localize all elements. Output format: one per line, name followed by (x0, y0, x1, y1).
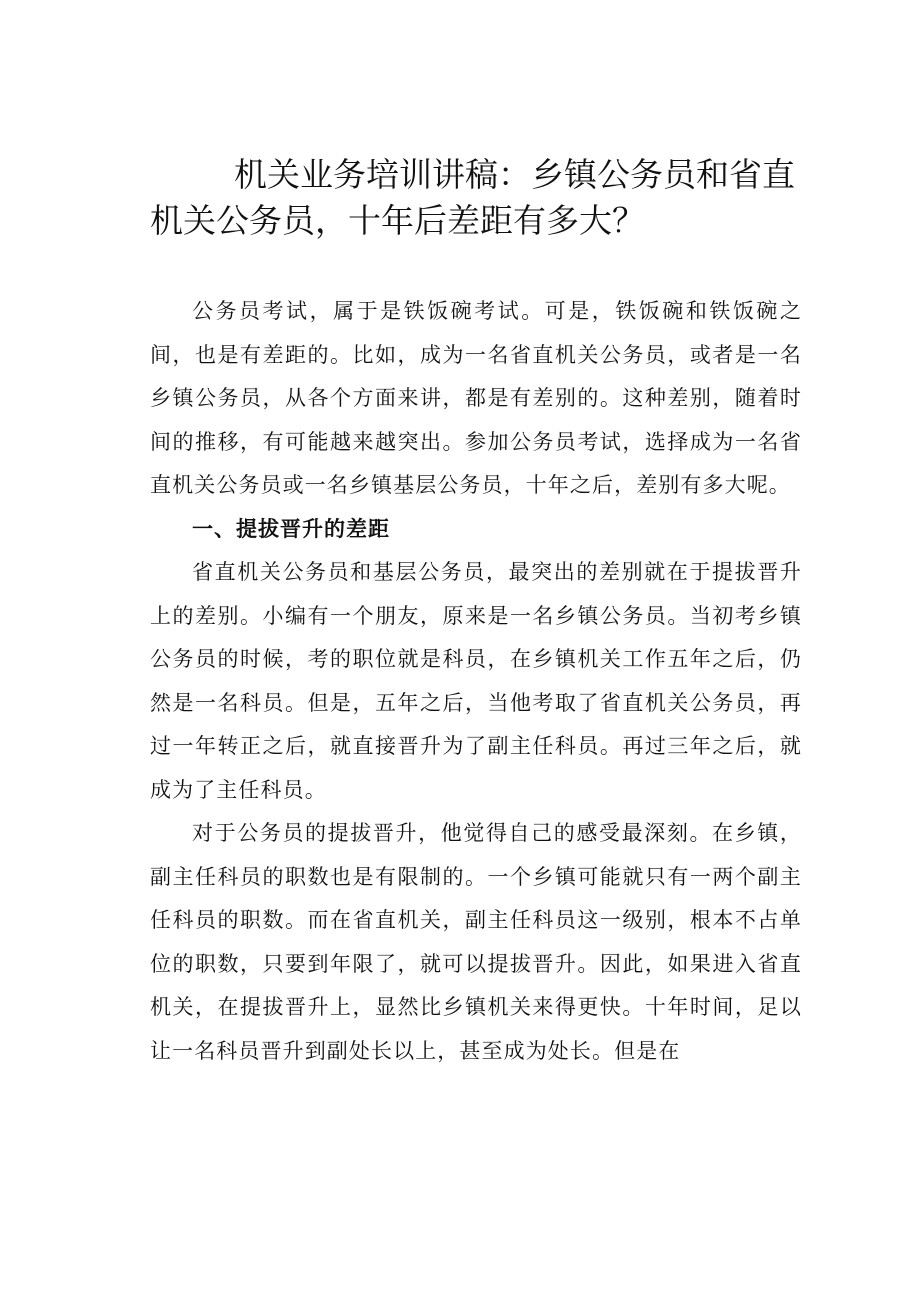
document-body (150, 290, 802, 1073)
body-paragraph: 省直机关公务员和基层公务员，最突出的差别就在于提拔晋升上的差别。小编有一个朋友，原来是一名乡镇公务员。当初考乡镇公务员的时候，考的职位就是科员，在乡镇机关工作五年之后，仍然是一名科员。但是，五年之后，当他考取了省直机关公务员，再过一年转正之后，就直接晋升为了副主任科员。再过三年之后，就成为了主任科员。 (150, 560, 802, 802)
section-heading: 一、提拔晋升的差距 (192, 516, 390, 541)
intro-paragraph: 公务员考试，属于是铁饭碗考试。可是，铁饭碗和铁饭碗之间，也是有差距的。比如，成为一名省直机关公务员，或者是一名乡镇公务员，从各个方面来讲，都是有差别的。这种差别，随着时间的推移，有可能越来越突出。参加公务员考试，选择成为一名省直机关公务员或一名乡镇基层公务员，十年之后，差别有多大呢。 (150, 299, 802, 497)
body-paragraph: 对于公务员的提拔晋升，他觉得自己的感受最深刻。在乡镇，副主任科员的职数也是有限制的。一个乡镇可能就只有一两个副主任科员的职数。而在省直机关，副主任科员这一级别，根本不占单位的职数，只要到年限了，就可以提拔晋升。因此，如果进入省直机关，在提拔晋升上，显然比乡镇机关来得更快。十年时间，足以让一名科员晋升到副处长以上，甚至成为处长。但是在 (150, 821, 802, 1063)
document-title: 机关业务培训讲稿：乡镇公务员和省直机关公务员，十年后差距有多大？ (150, 155, 795, 240)
